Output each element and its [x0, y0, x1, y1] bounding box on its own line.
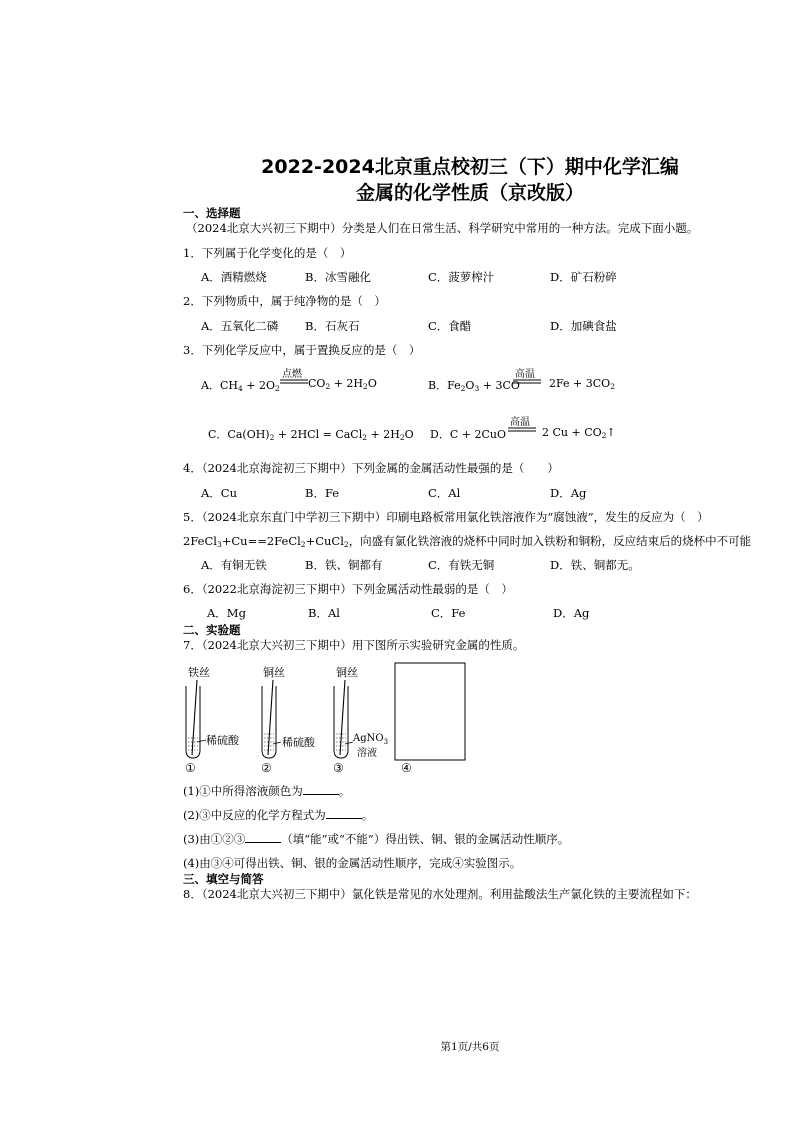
question-1-option-c: C．菠萝榨汁 [428, 270, 495, 284]
question-3-option-d-products: 2 $Cu + CO_2↑$ [542, 426, 616, 440]
question-3-option-b-products: $2Fe + 3CO_2$ [549, 377, 615, 391]
intro-text: （2024北京大兴初三下期中）分类是人们在日常生活、科学研究中常用的一种方法。完成下面小题。 [186, 221, 699, 235]
question-3-stem: 3．下列化学反应中，属于置换反应的是（ ） [183, 343, 421, 357]
question-7-part-3: (3)由①②③ （填“能”或“不能”）得出铁、铜、银的金属活动性顺序。 [183, 832, 570, 846]
question-5-option-c: C．有铁无铜 [428, 558, 495, 572]
question-5-option-b: B．铁、铜都有 [305, 558, 383, 572]
tube-number-2: ② [261, 761, 272, 775]
question-5-option-a: A．有铜无铁 [201, 558, 267, 572]
label-iron-wire: 铁丝 [188, 666, 210, 679]
label-silver-nitrate: AgNO$_3$ [353, 733, 389, 746]
answer-blank-2[interactable] [326, 808, 362, 819]
label-solution: 溶液 [357, 748, 377, 759]
question-4-option-d: D．Ag [550, 486, 587, 500]
question-6-option-b: B．Al [308, 606, 340, 620]
question-7-part-4: (4)由③④可得出铁、铜、银的金属活动性顺序，完成④实验图示。 [183, 856, 522, 870]
page-footer: 第1页/共6页 [440, 1041, 500, 1053]
question-8-stem: 8．（2024北京大兴初三下期中）氯化铁是常见的水处理剂。利用盐酸法生产氯化铁的主要流程如下： [183, 887, 697, 901]
label-dilute-sulfuric-acid-2: 稀硫酸 [282, 736, 315, 749]
blank-diagram-box-4 [395, 663, 465, 760]
question-5-option-d: D．铁、铜都无。 [550, 558, 640, 572]
section-heading-experiment: 二、实验题 [183, 623, 241, 637]
box-number-4: ④ [401, 761, 412, 775]
question-3-option-d: D．C + 2CuO [430, 428, 506, 441]
question-2-option-d: D．加碘食盐 [550, 319, 617, 333]
question-6-option-c: C．Fe [431, 606, 466, 620]
question-4-option-c: C．Al [428, 486, 461, 500]
question-7-part-1: (1)①中所得溶液颜色为 。 [183, 784, 351, 798]
condition-high-temp: 高温 [515, 369, 535, 380]
question-5-stem: 5．（2024北京东直门中学初三下期中）印刷电路板常用氯化铁溶液作为“腐蚀液”，发生的反应为（ ） [183, 510, 709, 524]
question-1-option-a: A．酒精燃烧 [201, 270, 267, 284]
question-3-option-b: B．$Fe_2O_3 + 3CO$ [428, 379, 520, 393]
label-dilute-sulfuric-acid-1: 稀硫酸 [206, 734, 239, 747]
tube-number-3: ③ [333, 761, 344, 775]
equal-sign-d [508, 427, 536, 433]
question-6-stem: 6．（2022北京海淀初三下期中）下列金属活动性最弱的是（ ） [183, 582, 513, 596]
page-title-line2: 金属的化学性质（京改版） [355, 182, 584, 204]
tube-number-1: ① [185, 761, 196, 775]
question-3-option-a-products: $CO_2 + 2H_2O$ [308, 377, 377, 391]
question-4-option-a: A．Cu [201, 486, 238, 500]
question-3-option-a: A．$CH_4 + 2O_2$ [201, 379, 280, 393]
equal-sign-a [280, 379, 308, 385]
experiment-figure [180, 660, 470, 780]
question-4-stem: 4．（2024北京海淀初三下期中）下列金属的金属活动性最强的是（ ） [183, 461, 559, 475]
question-2-option-c: C．食醋 [428, 319, 472, 333]
answer-blank-3[interactable] [245, 832, 281, 843]
equal-sign-b [513, 379, 541, 385]
question-3-option-c: C．$Ca(OH)_2 + 2HCl$ = CaCl$_2$ + $2H_2O$ [208, 428, 414, 442]
question-2-option-a: A．五氧化二磷 [201, 319, 279, 333]
question-7-stem: 7．（2024北京大兴初三下期中）用下图所示实验研究金属的性质。 [183, 638, 525, 652]
test-tube-2 [262, 680, 281, 758]
test-tube-1 [186, 680, 206, 758]
question-1-stem: 1．下列属于化学变化的是（ ） [183, 246, 352, 260]
label-copper-wire-2: 铜丝 [336, 666, 358, 679]
answer-blank-1[interactable] [303, 784, 339, 795]
question-5-equation-line: 2FeCl$_3$+Cu==2FeCl$_2$+CuCl$_2$，向盛有氯化铁溶液的烧杯中同时加入铁粉和铜粉，反应结束后的烧杯中不可能 [183, 534, 752, 549]
condition-high-temp-2: 高温 [510, 417, 530, 428]
question-1-option-b: B．冰雪融化 [305, 270, 371, 284]
question-7-part-2: (2)③中反应的化学方程式为 。 [183, 808, 374, 822]
section-heading-choice: 一、选择题 [183, 206, 241, 220]
question-4-option-b: B．Fe [305, 486, 340, 500]
question-6-option-d: D．Ag [553, 606, 590, 620]
label-copper-wire-1: 铜丝 [263, 666, 285, 679]
test-tube-3 [334, 680, 353, 758]
page-title-line1: 2022-2024北京重点校初三（下）期中化学汇编 [261, 156, 679, 178]
condition-ignite: 点燃 [282, 369, 302, 380]
section-heading-fill-blank: 三、填空与简答 [183, 872, 264, 886]
question-2-stem: 2．下列物质中，属于纯净物的是（ ） [183, 294, 386, 308]
question-6-option-a: A．Mg [207, 606, 246, 620]
question-2-option-b: B．石灰石 [305, 319, 360, 333]
question-1-option-d: D．矿石粉碎 [550, 270, 617, 284]
